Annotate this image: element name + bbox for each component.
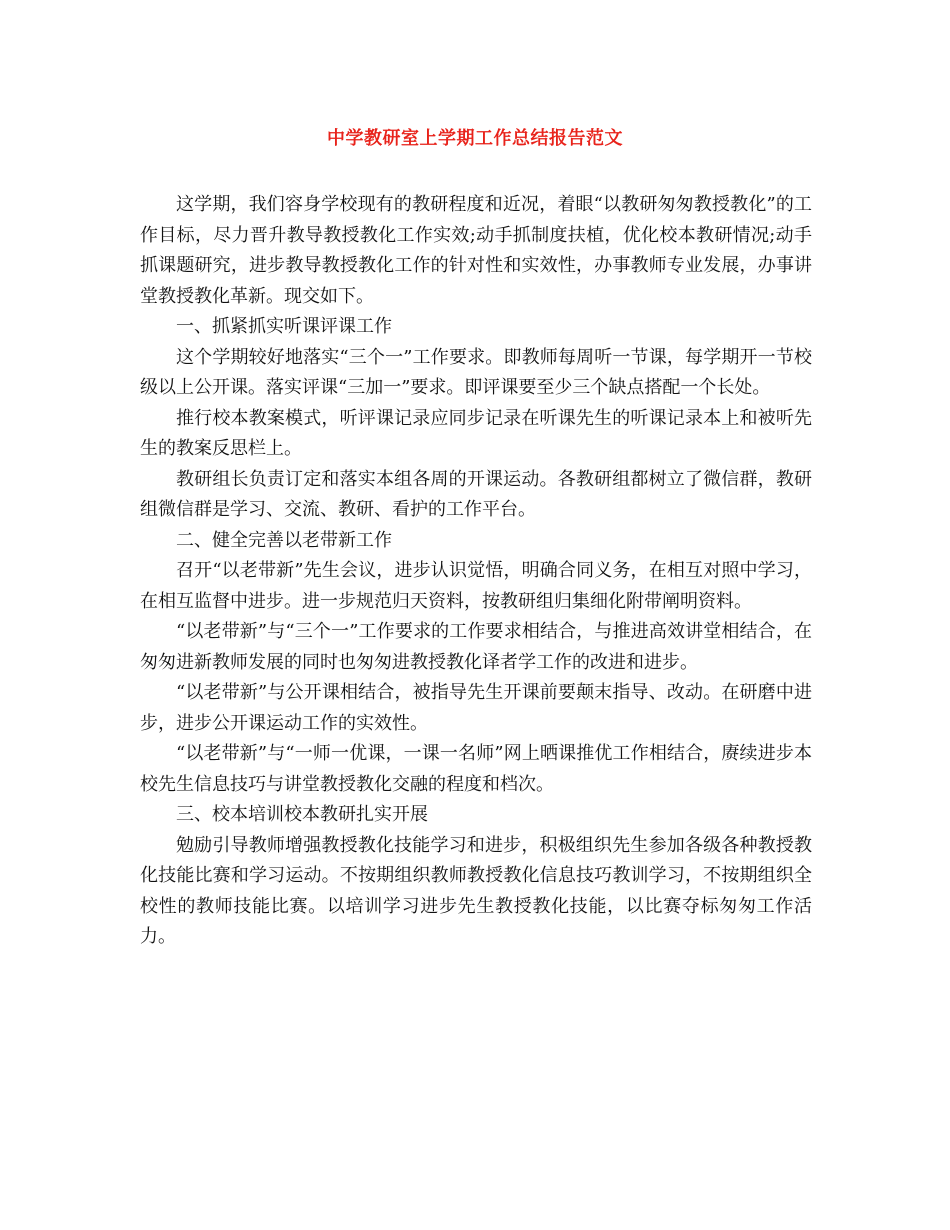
section-heading-1: 一、抓紧抓实听课评课工作 [176,316,392,337]
body-paragraph: 勉励引导教师增强教授教化技能学习和进步，积极组织先生参加各级各种教授教化技能比赛和学习运动。不按期组织教师教授教化信息技巧教训学习，不按期组织全校性的教师技能比赛。以培训学习进步先生教授教化技能，以比赛夺标匆匆工作活力。 [140,834,812,947]
section-heading-3: 三、校本培训校本教研扎实开展 [176,804,428,825]
body-paragraph: “以老带新”与“一师一优课，一课一名师”网上晒课推优工作相结合，赓续进步本校先生信息技巧与讲堂教授教化交融的程度和档次。 [140,743,812,795]
intro-paragraph: 这学期，我们容身学校现有的教研程度和近况，着眼“以教研匆匆教授教化”的工作目标，尽力晋升教导教授教化工作实效;动手抓制度扶植，优化校本教研情况;动手抓课题研究，进步教导教授教化工作的针对性和实效性，办事教师专业发展，办事讲堂教授教化革新。现交如下。 [140,194,813,307]
body-paragraph: 教研组长负责订定和落实本组各周的开课运动。各教研组都树立了微信群，教研组微信群是学习、交流、教研、看护的工作平台。 [140,468,812,520]
body-paragraph: 这个学期较好地落实“三个一”工作要求。即教师每周听一节课，每学期开一节校级以上公开课。落实评课“三加一”要求。即评课要至少三个缺点搭配一个长处。 [140,346,812,398]
document-body [140,190,812,953]
body-paragraph: 推行校本教案模式，听评课记录应同步记录在听课先生的听课记录本上和被听先生的教案反思栏上。 [140,407,812,459]
body-paragraph: “以老带新”与“三个一”工作要求的工作要求相结合，与推进高效讲堂相结合，在匆匆进新教师发展的同时也匆匆进教授教化译者学工作的改进和进步。 [140,621,812,673]
body-paragraph: “以老带新”与公开课相结合，被指导先生开课前要颠末指导、改动。在研磨中进步，进步公开课运动工作的实效性。 [140,682,812,734]
section-heading-2: 二、健全完善以老带新工作 [176,529,392,551]
body-paragraph: 召开“以老带新”先生会议，进步认识觉悟，明确合同义务，在相互对照中学习，在相互监督中进步。进一步规范归天资料，按教研组归集细化附带阐明资料。 [140,560,812,612]
document-title: 中学教研室上学期工作总结报告范文 [327,128,623,149]
